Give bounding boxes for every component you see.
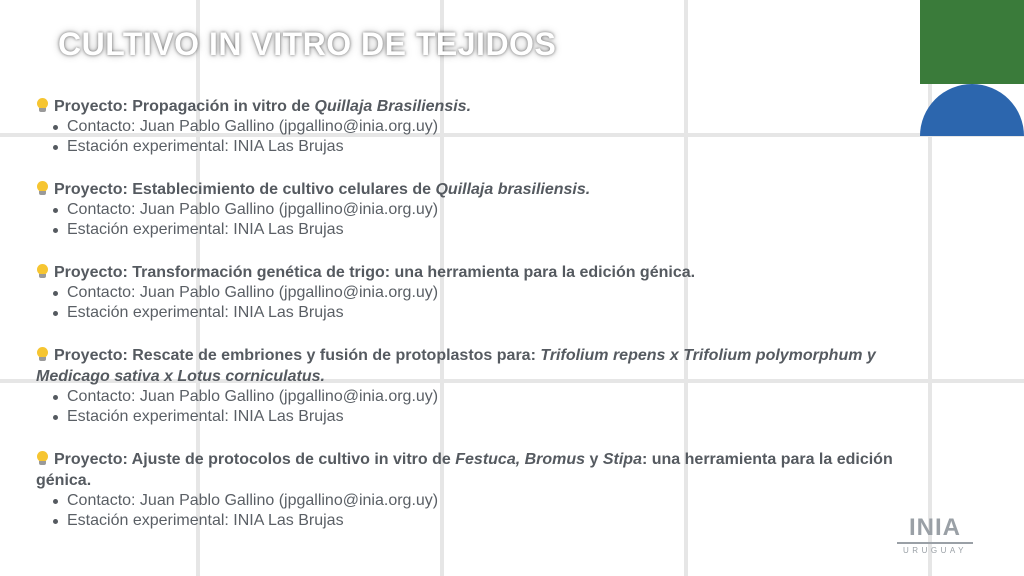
project-item <box>36 449 906 531</box>
project-title-species: Quillaja brasiliensis. <box>435 181 591 198</box>
project-contact: Contacto: Juan Pablo Gallino (jpgallino@inia.org.uy) <box>67 283 906 303</box>
project-contact: Contacto: Juan Pablo Gallino (jpgallino@inia.org.uy) <box>67 491 906 511</box>
project-station: Estación experimental: INIA Las Brujas <box>67 407 906 427</box>
project-details <box>36 491 906 531</box>
project-title-species: Festuca, Bromus <box>455 451 586 468</box>
project-station: Estación experimental: INIA Las Brujas <box>67 137 906 157</box>
project-title <box>36 179 906 200</box>
project-title-text: Proyecto: Transformación genética de trigo: una herramienta para la edición génica. <box>54 264 696 281</box>
logo-mark: INIA <box>909 514 961 541</box>
project-list <box>36 96 906 553</box>
project-title-text: Proyecto: Rescate de embriones y fusión de protoplastos para: <box>54 347 541 364</box>
project-station: Estación experimental: INIA Las Brujas <box>67 220 906 240</box>
project-item <box>36 345 906 427</box>
lightbulb-icon <box>36 451 49 466</box>
project-title-text: : una herramienta para la edición génica. <box>36 451 893 489</box>
project-title-species: Trifolium repens x Trifolium polymorphum y Medicago sativa x Lotus corniculatus. <box>36 347 876 385</box>
project-title-text: y <box>585 451 603 468</box>
lightbulb-icon <box>36 181 49 196</box>
logo-subtitle: URUGUAY <box>903 546 967 555</box>
project-item <box>36 262 906 323</box>
project-contact: Contacto: Juan Pablo Gallino (jpgallino@inia.org.uy) <box>67 117 906 137</box>
lightbulb-icon <box>36 98 49 113</box>
project-title-species: Stipa <box>602 451 642 468</box>
project-details <box>36 200 906 240</box>
project-title-text: Proyecto: Ajuste de protocolos de cultivo in vitro de <box>54 451 456 468</box>
project-station: Estación experimental: INIA Las Brujas <box>67 303 906 323</box>
lightbulb-icon <box>36 347 49 362</box>
project-contact: Contacto: Juan Pablo Gallino (jpgallino@inia.org.uy) <box>67 387 906 407</box>
project-item <box>36 179 906 240</box>
project-details <box>36 117 906 157</box>
project-title-species: Quillaja Brasiliensis. <box>314 98 472 115</box>
logo-divider <box>897 542 973 544</box>
project-title <box>36 345 906 387</box>
green-block-decoration <box>920 0 1024 84</box>
project-station: Estación experimental: INIA Las Brujas <box>67 511 906 531</box>
blue-semicircle-decoration <box>920 84 1024 136</box>
project-details <box>36 387 906 427</box>
project-item <box>36 96 906 157</box>
project-title-text: Proyecto: Propagación in vitro de <box>54 98 315 115</box>
project-details <box>36 283 906 323</box>
inia-logo <box>893 516 977 564</box>
project-title <box>36 262 906 283</box>
page-title: CULTIVO IN VITRO DE TEJIDOS <box>58 26 557 62</box>
lightbulb-icon <box>36 264 49 279</box>
grid-line <box>928 0 932 576</box>
project-title <box>36 96 906 117</box>
project-contact: Contacto: Juan Pablo Gallino (jpgallino@inia.org.uy) <box>67 200 906 220</box>
project-title <box>36 449 906 491</box>
project-title-text: Proyecto: Establecimiento de cultivo celulares de <box>54 181 436 198</box>
